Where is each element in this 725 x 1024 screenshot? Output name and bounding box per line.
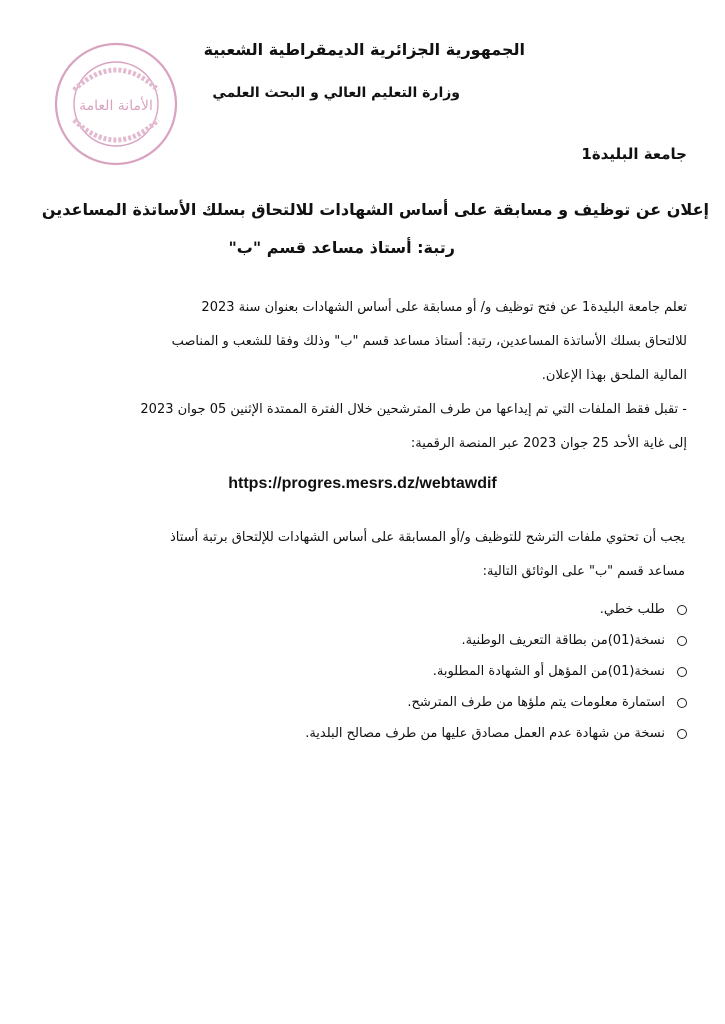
stamp-arc-text-top <box>74 70 158 90</box>
list-item <box>305 687 687 718</box>
circle-bullet-icon <box>677 729 687 739</box>
list-item <box>305 625 687 656</box>
official-stamp <box>52 40 180 168</box>
body-line-4: - تقبل فقط الملفات التي تم إيداعها من طرف المترشحين خلال الفترة الممتدة الإثنين 05 جوان 2023 <box>140 402 687 417</box>
body-line-6: يجب أن تحتوي ملفات الترشح للتوظيف و/أو المسابقة على أساس الشهادات للإلتحاق برتبة أستاذ <box>170 530 685 545</box>
list-item-text: طلب خطي. <box>599 602 665 617</box>
announcement-grade: رتبة: أستاذ مساعد قسم "ب" <box>228 238 455 257</box>
stamp-arc-text-bottom <box>74 120 158 140</box>
list-item <box>305 656 687 687</box>
body-line-5: إلى غاية الأحد 25 جوان 2023 عبر المنصة الرقمية: <box>410 436 687 451</box>
list-item-text: نسخة من شهادة عدم العمل مصادق عليها من طرف مصالح البلدية. <box>305 726 665 741</box>
list-item <box>305 594 687 625</box>
body-line-7: مساعد قسم "ب" على الوثائق التالية: <box>482 564 685 579</box>
ministry-header: وزارة التعليم العالي و البحث العلمي <box>212 85 460 101</box>
list-item-text: نسخة(01)من بطاقة التعريف الوطنية. <box>461 633 665 648</box>
body-line-1: تعلم جامعة البليدة1 عن فتح توظيف و/ أو مسابقة على أساس الشهادات بعنوان سنة 2023 <box>201 300 687 315</box>
announcement-title: إعلان عن توظيف و مسابقة على أساس الشهادات للالتحاق بسلك الأساتذة المساعدين <box>41 200 709 219</box>
country-header: الجمهورية الجزائرية الديمقراطية الشعبية <box>203 40 525 59</box>
list-item-text: استمارة معلومات يتم ملؤها من طرف المترشح. <box>407 695 665 710</box>
circle-bullet-icon <box>677 636 687 646</box>
list-item <box>305 718 687 749</box>
platform-link[interactable]: https://progres.mesrs.dz/webtawdif <box>228 475 497 492</box>
stamp-center-text: الأمانة العامة <box>79 98 153 114</box>
circle-bullet-icon <box>677 605 687 615</box>
circle-bullet-icon <box>677 667 687 677</box>
list-item-text: نسخة(01)من المؤهل أو الشهادة المطلوبة. <box>432 664 665 679</box>
university-name: جامعة البليدة1 <box>581 145 687 163</box>
circle-bullet-icon <box>677 698 687 708</box>
body-line-2: للالتحاق بسلك الأساتذة المساعدين، رتبة: أستاذ مساعد قسم "ب" وذلك وفقا للشعب و المناصب <box>171 334 687 349</box>
required-documents-list <box>305 594 687 749</box>
body-line-3: المالية الملحق بهذا الإعلان. <box>541 368 687 383</box>
